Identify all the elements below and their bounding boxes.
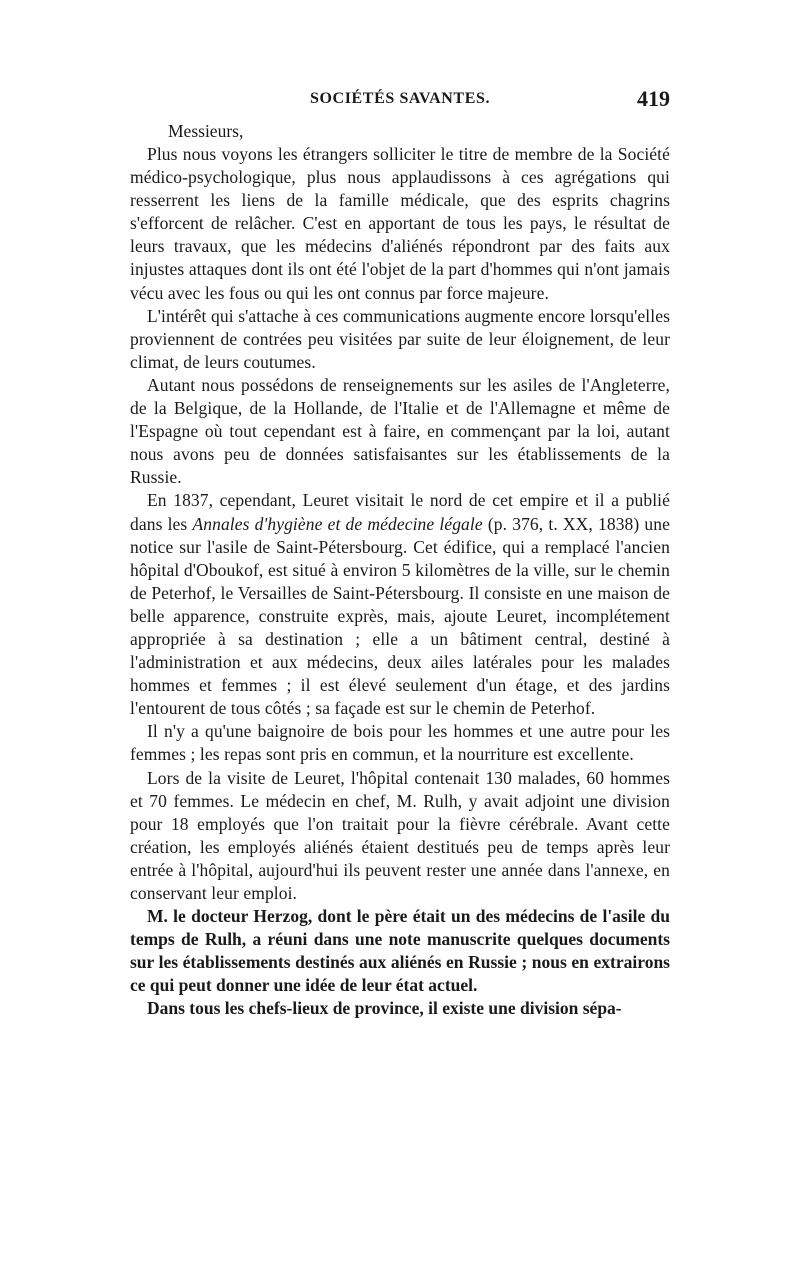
paragraph-5: Il n'y a qu'une baignoire de bois pour les hommes et une autre pour les femmes ; les repas sont pris en commun, et la nourriture est excellente.	[130, 721, 670, 765]
paragraph-3: Autant nous possédons de renseignements sur les asiles de l'Angleterre, de la Belgique, de la Hollande, de l'Italie et de l'Allemagne et même de l'Espagne où tout cependant est à faire, en commençant par la loi, autant nous avons peu de données satisfaisantes sur les établissements de la Russie.	[130, 374, 670, 488]
journal-title: Annales d'hygiène et de médecine légale	[192, 513, 483, 534]
page-number: 419	[637, 86, 670, 111]
paragraph-2: L'intérêt qui s'attache à ces communications augmente encore lorsqu'elles proviennent de contrées peu visitées par suite de leur éloignement, de leur climat, de leurs coutumes.	[130, 305, 670, 372]
paragraph-4	[130, 489, 670, 720]
paragraph-7: M. le docteur Herzog, dont le père était un des médecins de l'asile du temps de Rulh, a réuni dans une note manuscrite quelques documents sur les établissements destinés aux aliénés en Russie ; nous en extrairons ce qui peut donner une idée de leur état actuel.	[130, 906, 670, 996]
salutation: Messieurs,	[168, 121, 244, 141]
running-head	[130, 88, 670, 120]
running-title: SOCIÉTÉS SAVANTES.	[310, 90, 491, 107]
paragraph-4-text-b: (p. 376, t. XX, 1838) une notice sur l'asile de Saint-Pétersbourg. Cet édifice, qui a remplacé l'ancien hôpital d'Oboukof, est situé à environ 5 kilomètres de la ville, sur le chemin de Peterhof, le Versailles de Saint-Pétersbourg. Il consiste en une maison de belle apparence, construite exprès, mais, ajoute Leuret, incomplétement appropriée à sa destination ; elle a un bâtiment central, destiné à l'administration et aux médecins, deux ailes latérales pour les malades hommes et femmes ; il est élevé seulement d'un étage, et des jardins l'entourent de tous côtés ; sa façade est sur le chemin de Peterhof.	[130, 513, 671, 719]
page	[130, 88, 670, 1021]
paragraph-6: Lors de la visite de Leuret, l'hôpital contenait 130 malades, 60 hommes et 70 femmes. Le médecin en chef, M. Rulh, y avait adjoint une division pour 18 employés que l'on traitait pour la fièvre cérébrale. Avant cette création, les employés aliénés étaient destitués peu de temps après leur entrée à l'hôpital, aujourd'hui ils peuvent rester une année dans l'annexe, en conservant leur emploi.	[130, 767, 670, 903]
paragraph-1: Plus nous voyons les étrangers solliciter le titre de membre de la Société médico-psychologique, plus nous applaudissons à ces agrégations qui resserrent les liens de la famille médicale, que des esprits chagrins s'efforcent de relâcher. C'est en apportant de tous les pays, le résultat de leurs travaux, que les médecins d'aliénés répondront par des faits aux injustes attaques dont ils ont été l'objet de la part d'hommes qui n'ont jamais vécu avec les fous ou qui les ont connus par force majeure.	[130, 144, 670, 303]
paragraph-4-text-a: En 1837, cependant, Leuret visitait le nord de cet empire et il a publié dans les	[130, 490, 670, 534]
paragraph-8: Dans tous les chefs-lieux de province, il existe une division sépa-	[147, 998, 622, 1019]
